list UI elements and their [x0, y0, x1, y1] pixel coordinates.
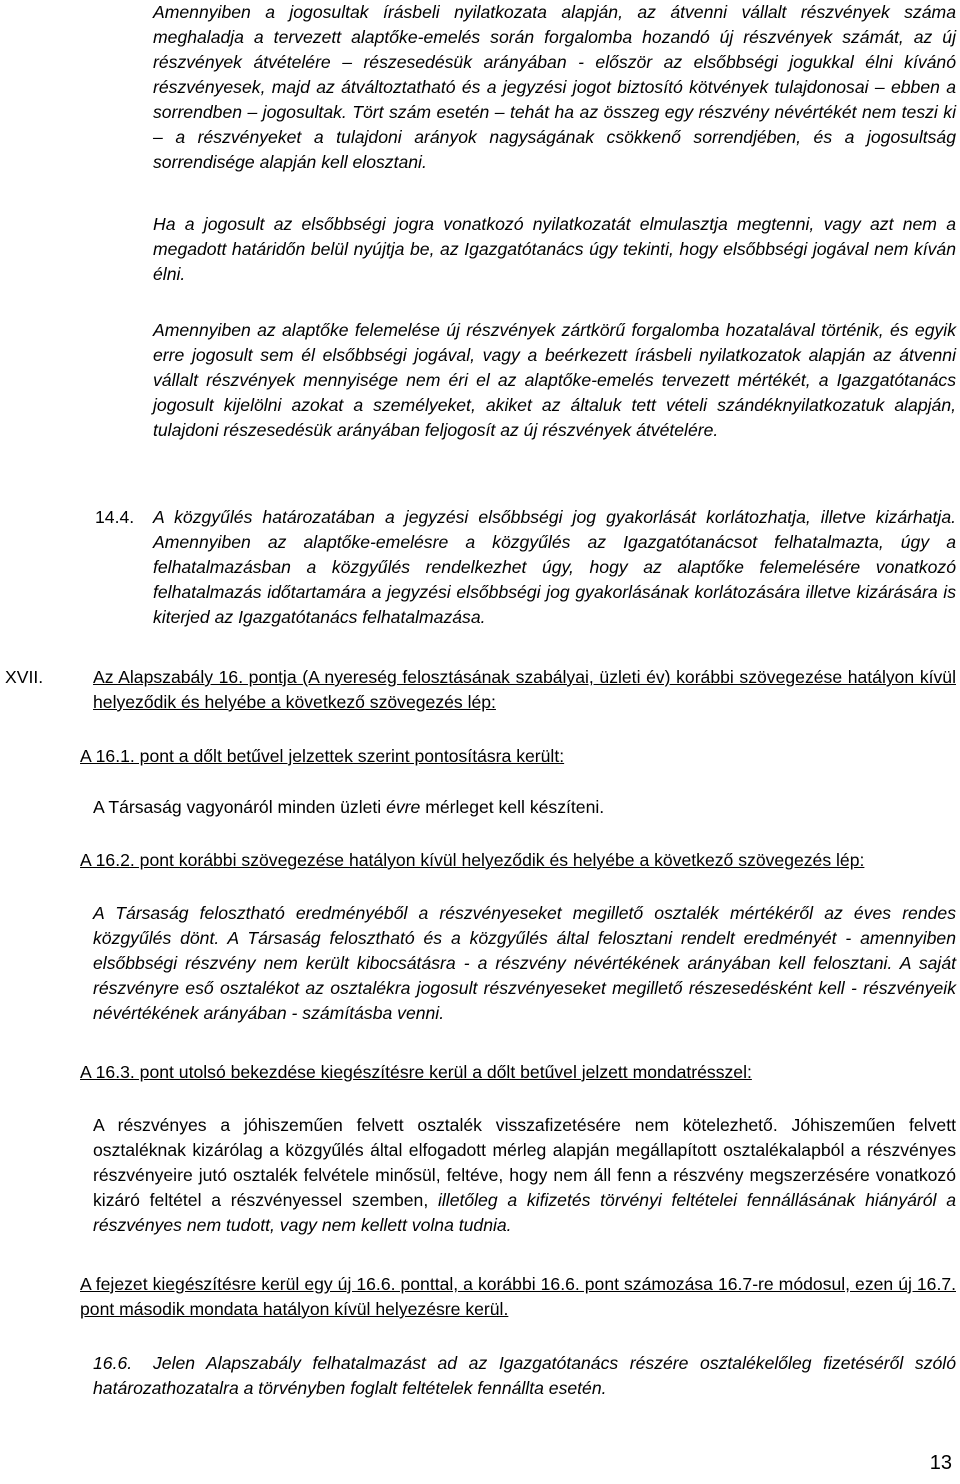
page-number: 13	[929, 1452, 952, 1474]
paragraph-allocation: Amennyiben a jogosultak írásbeli nyilatkozata alapján, az átvenni vállalt részvények száma meghaladja a tervezett alaptőke-emelés során forgalomba hozandó új részvények számát, az új részvények átvételére – részesedésük arányában - először az elsőbbségi jogukkal élni kívánó részvényesek, majd az átváltoztatható és a jegyzési jogot biztosító kötvények tulajdonosai – ebben a sorrendben – jogosultak. Tört szám esetén – tehát ha az összeg egy részvény névértékét nem teszi ki – a részvényeket a tulajdoni arányok nagyságának csökkenő sorrendjében, és a jogosultság sorrendisége alapján kell elosztani.	[153, 2, 956, 172]
text-16-2: A Társaság felosztható eredményéből a részvényeseket megillető osztalék mértékéről az éves rendes közgyűlés dönt. A Társaság felosztható és a közgyűlés által felosztani rendelt eredményét - amennyiben elsőbbségi részvény nem került kibocsátásra - a részvény névértékének arányában kell felosztani. A saját részvényre eső osztalékot az osztalékra jogosult részvényeseket megillető részesedésként kell - részvényeik névértékének arányában - számításba venni.	[93, 903, 956, 1023]
note-chapter-amendment: A fejezet kiegészítésre kerül egy új 16.6. ponttal, a korábbi 16.6. pont számozása 16.7-re módosul, ezen új 16.7. pont második mondata hatályon kívül helyezésre kerül.	[80, 1274, 956, 1319]
text-16-3: A részvényes a jóhiszeműen felvett osztalék visszafizetésére nem kötelezhető. Jóhiszeműen felvett osztaléknak kizárólag a közgyűlés által elfogadott mérleg alapján megállapított osztalékalapból a részvényes részvényeire jutó osztalék felvétele minősül, feltéve, hogy nem áll fenn a részvény megszerzésére vonatkozó kizáró feltétel a részvényessel szemben, illetőleg a kifizetés törvényi feltételei fennállásának hiányáról a részvényes nem tudott, vagy nem kellett volna tudnia.	[93, 1115, 956, 1235]
text-16-1: A Társaság vagyonáról minden üzleti évre mérleget kell készíteni.	[93, 797, 605, 817]
section-number-16-6: 16.6.	[93, 1353, 133, 1373]
paragraph-private-placement: Amennyiben az alaptőke felemelése új részvények zártkörű forgalomba hozatalával történik, és egyik erre jogosult sem él elsőbbségi jogával, vagy a beérkezett írásbeli nyilatkozatok alapján az átvenni vállalt részvények mennyisége nem éri el az alaptőke-emelés tervezett mértékét, a Igazgatótanács jogosult kijelölni azokat a személyeket, akiket az általuk tett vételi szándéknyilatkozatuk alapján, tulajdoni részesedésük arányában feljogosít az új részvények átvételére.	[153, 320, 956, 440]
paragraph-missed-declaration: Ha a jogosult az elsőbbségi jogra vonatkozó nyilatkozatát elmulasztja megtenni, vagy azt nem a megadott határidőn belül nyújtja be, az Igazgatótanács úgy tekinti, hogy elsőbbségi jogával nem kíván élni.	[153, 214, 956, 284]
heading-xvii: Az Alapszabály 16. pontja (A nyereség felosztásának szabályai, üzleti év) korábbi szövegezése hatályon kívül helyeződik és helyébe a következő szövegezés lép:	[93, 667, 956, 712]
section-number-14-4: 14.4.	[95, 507, 135, 527]
heading-16-2: A 16.2. pont korábbi szövegezése hatályon kívül helyeződik és helyébe a következő szövegezés lép:	[80, 850, 865, 870]
heading-16-1: A 16.1. pont a dőlt betűvel jelzettek szerint pontosításra került:	[80, 746, 565, 766]
section-number-xvii: XVII.	[5, 667, 44, 687]
heading-16-3: A 16.3. pont utolsó bekezdése kiegészítésre kerül a dőlt betűvel jelzett mondatrésszel:	[80, 1062, 752, 1082]
paragraph-14-4: A közgyűlés határozatában a jegyzési elsőbbségi jog gyakorlását korlátozhatja, illetve kizárhatja. Amennyiben az alaptőke-emelésre a közgyűlés az Igazgatótanácsot felhatalmazta, úgy a felhatalmazásban a közgyűlés rendelkezhet úgy, hogy az alaptőke felemelésére vonatkozó felhatalmazás időtartamára a jegyzési elsőbbségi jog gyakorlásának korlátozására illetve kizárására is kiterjed az Igazgatótanács felhatalmazása.	[153, 507, 956, 627]
paragraph-16-6: Jelen Alapszabály felhatalmazást ad az Igazgatótanács részére osztalékelőleg fizetéséről szóló határozathozatalra a törvényben foglalt feltételek fennállta esetén.	[93, 1353, 956, 1398]
